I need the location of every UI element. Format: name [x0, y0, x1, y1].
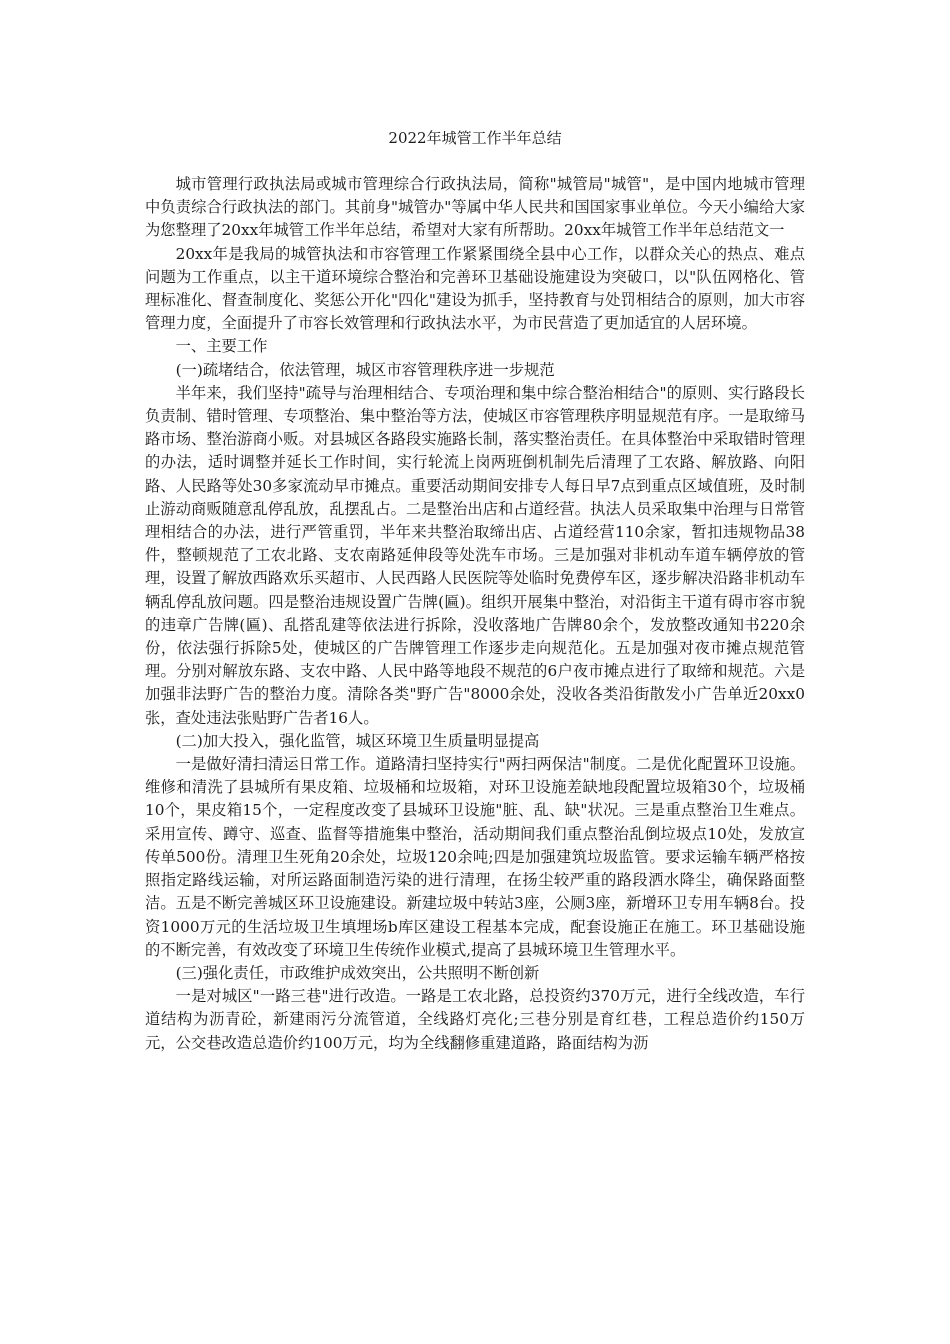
subsection-heading: (二)加大投入，强化监管，城区环境卫生质量明显提高: [175, 731, 540, 750]
document-body: [145, 173, 805, 1055]
paragraph: 一是对城区"一路三巷"进行改造。一路是工农北路，总投资约370万元，进行全线改造，车行道结构为沥青砼，新建雨污分流管道，全线路灯亮化;三巷分别是育红巷，工程总造价约150万元，公交巷改造总造价约100万元，均为全线翻修重建道路，路面结构为沥: [145, 987, 805, 1052]
subsection-heading: (一)疏堵结合，依法管理，城区市容管理秩序进一步规范: [175, 360, 555, 379]
paragraph: 一是做好清扫清运日常工作。道路清扫坚持实行"两扫两保洁"制度。二是优化配置环卫设施。维修和清洗了县城所有果皮箱、垃圾桶和垃圾箱，对环卫设施差缺地段配置垃圾箱30个，垃圾桶10个，果皮箱15个，一定程度改变了县城环卫设施"脏、乱、缺"状况。三是重点整治卫生难点。采用宣传、蹲守、巡查、监督等措施集中整治，活动期间我们重点整治乱倒垃圾点10处，发放宣传单500份。清理卫生死角20余处，垃圾120余吨;四是加强建筑垃圾监管。要求运输车辆严格按照指定路线运输，对所运路面制造污染的进行清理，在扬尘较严重的路段洒水降尘，确保路面整洁。五是不断完善城区环卫设施建设。新建垃圾中转站3座，公厕3座，新增环卫专用车辆8台。投资1000万元的生活垃圾卫生填埋场b库区建设工程基本完成，配套设施正在施工。环卫基础设施的不断完善，有效改变了环境卫生传统作业模式,提高了县城环境卫生管理水平。: [145, 755, 805, 959]
section-heading: 一、主要工作: [175, 337, 268, 356]
paragraph: 半年来，我们坚持"疏导与治理相结合、专项治理和集中综合整治相结合"的原则、实行路段长负责制、错时管理、专项整治、集中整治等方法，使城区市容管理秩序明显规范有序。一是取缔马路市场、整治游商小贩。对县城区各路段实施路长制，落实整治责任。在具体整治中采取错时管理的办法，适时调整并延长工作时间，实行轮流上岗两班倒机制先后清理了工农路、解放路、向阳路、人民路等处30多家流动早市摊点。重要活动期间安排专人每日早7点到重点区域值班，及时制止游动商贩随意乱停乱放，乱摆乱占。二是整治出店和占道经营。执法人员采取集中治理与日常管理相结合的办法，进行严管重罚，半年来共整治取缔出店、占道经营110余家，暂扣违规物品38件，整顿规范了工农北路、支农南路延伸段等处洗车市场。三是加强对非机动车道车辆停放的管理，设置了解放西路欢乐买超市、人民西路人民医院等处临时免费停车区，逐步解决沿路非机动车辆乱停乱放问题。四是整治违规设置广告牌(匾)。组织开展集中整治，对沿街主干道有碍市容市貌的违章广告牌(匾)、乱搭乱建等依法进行拆除，没收落地广告牌80余个，发放整改通知书220余份，依法强行拆除5处，使城区的广告牌管理工作逐步走向规范化。五是加强对夜市摊点规范管理。分别对解放东路、支农中路、人民中路等地段不规范的6户夜市摊点进行了取缔和规范。六是加强非法野广告的整治力度。清除各类"野广告"8000余处，没收各类沿街散发小广告单近20xx0张，查处违法张贴野广告者16人。: [145, 383, 805, 727]
paragraph: 城市管理行政执法局或城市管理综合行政执法局，简称"城管局"城管"，是中国内地城市管理中负责综合行政执法的部门。其前身"城管办"等属中华人民共和国国家事业单位。今天小编给大家为您整理了20xx年城管工作半年总结，希望对大家有所帮助。20xx年城管工作半年总结范文一: [145, 175, 805, 240]
subsection-heading: (三)强化责任，市政维护成效突出，公共照明不断创新: [175, 963, 540, 982]
paragraph: 20xx年是我局的城管执法和市容管理工作紧紧围绕全县中心工作，以群众关心的热点、难点问题为工作重点，以主干道环境综合整治和完善环卫基础设施建设为突破口，以"队伍网格化、管理标准化、督查制度化、奖惩公开化"四化"建设为抓手，坚持教育与处罚相结合的原则，加大市容管理力度，全面提升了市容长效管理和行政执法水平，为市民营造了更加适宜的人居环境。: [145, 244, 805, 333]
document-title: 2022年城管工作半年总结: [388, 129, 562, 147]
